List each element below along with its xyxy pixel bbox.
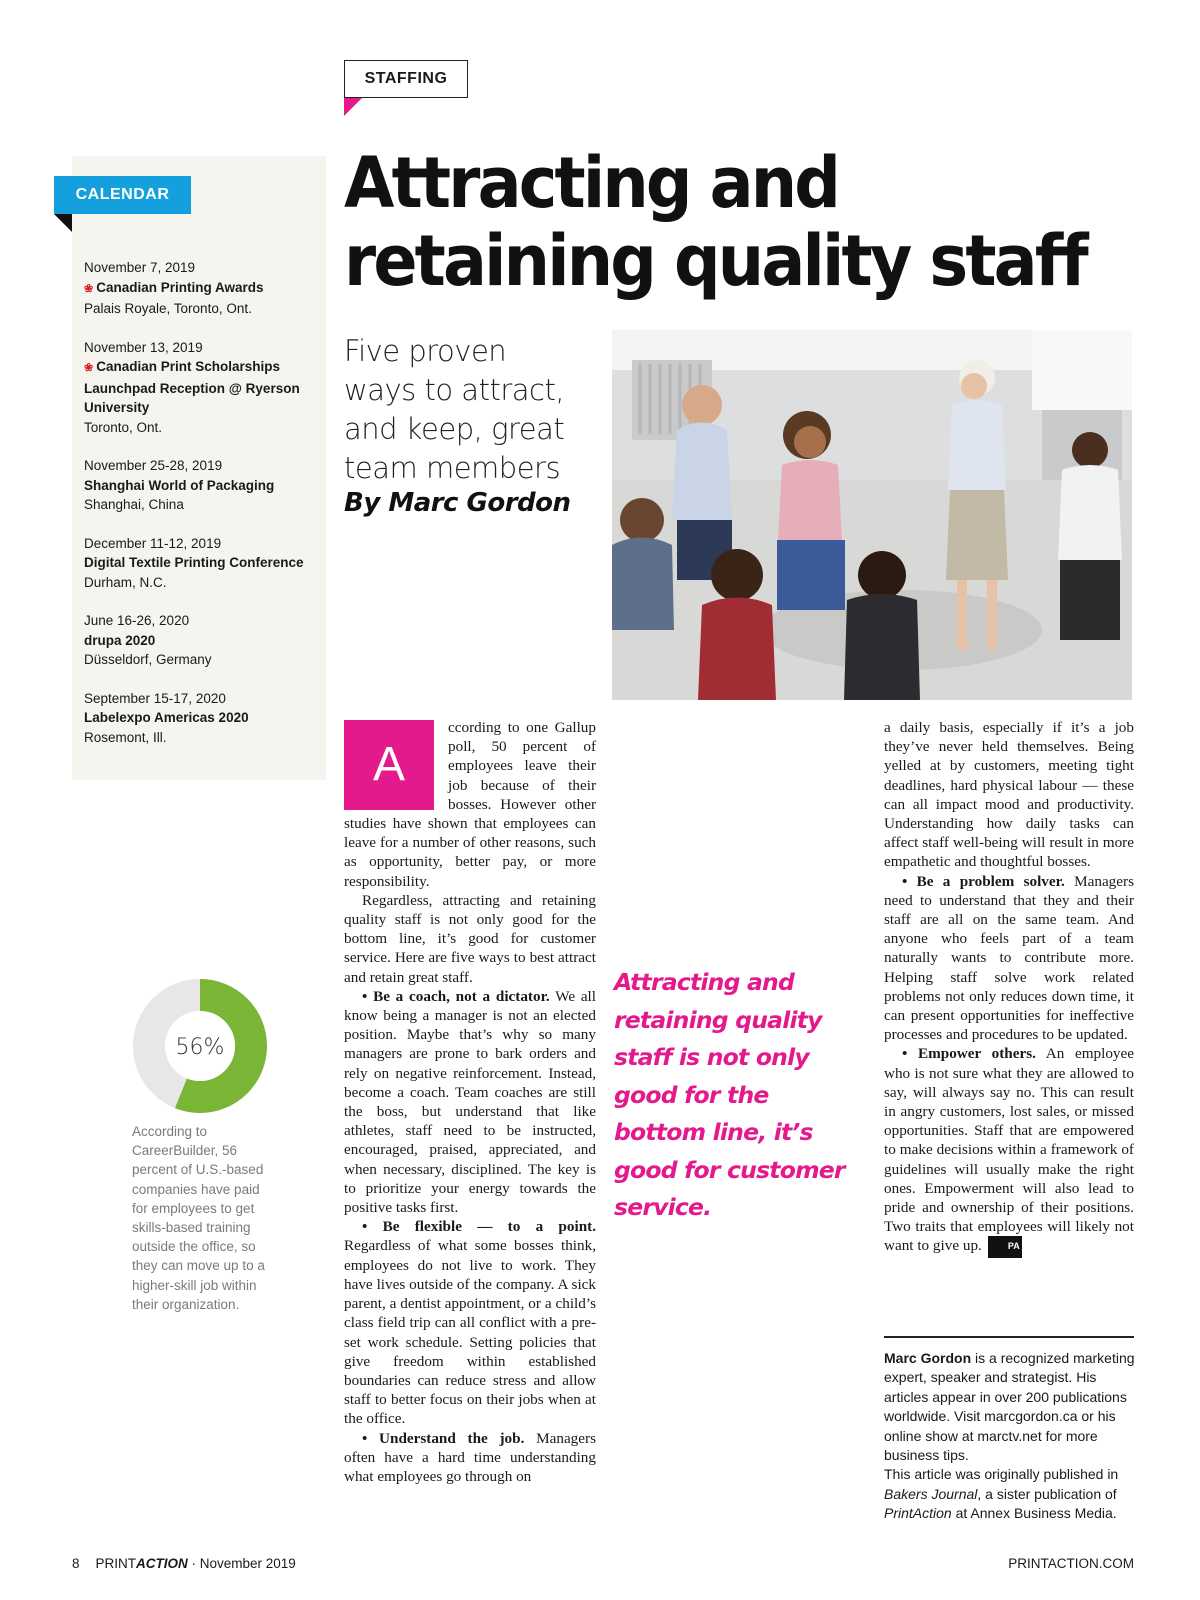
- author-name: Marc Gordon: [884, 1350, 972, 1366]
- event-name: Digital Textile Printing Conference: [84, 555, 304, 570]
- event-date: November 25-28, 2019: [84, 458, 223, 473]
- footer-folio: [72, 1556, 296, 1571]
- calendar-event: [84, 534, 320, 593]
- drop-cap: A: [344, 720, 434, 810]
- headline-line-2: retaining quality staff: [344, 220, 1086, 302]
- calendar-event: [84, 456, 320, 515]
- event-name: Labelexpo Americas 2020: [84, 710, 249, 725]
- calendar-event: [84, 258, 320, 319]
- event-location: Durham, N.C.: [84, 574, 167, 590]
- stat-donut: [132, 978, 268, 1114]
- tip-text: An employee who is not sure what they are allowed to say, will always say no. This can result in angry customers, lost sales, or missed opportunities. Staff that are empowered to make decisions within a framework of guidelines will usually make the right ones. Empowerment will also lead to pride and ownership of their positions. Two traits that employees will likely not want to give up.: [884, 1045, 1134, 1255]
- bio-note: , a sister publication of: [977, 1485, 1117, 1502]
- bio-divider: [884, 1336, 1134, 1338]
- maple-leaf-icon: ❀: [84, 282, 94, 295]
- end-mark-icon: PA: [988, 1236, 1022, 1257]
- tip-text: Managers often have a hard time understanding what employees go through on: [344, 1429, 596, 1485]
- paragraph: [884, 1044, 1134, 1257]
- tip-lead: • Be a coach, not a dictator.: [362, 987, 550, 1005]
- bio-text: is a recognized marketing expert, speaker and strategist. His articles appear in over 200 publications worldwide. Visit marcgordon.ca or his online show at marctv.net for more business tips.: [884, 1350, 1135, 1464]
- deck-line: team members: [344, 451, 561, 485]
- stat-caption: According to CareerBuilder, 56 percent of U.S.-based companies have paid for employees to get skills-based training outside the office, so they can move up to a higher-skill job within their organization.: [132, 1124, 265, 1312]
- paragraph: [344, 1429, 596, 1487]
- section-tag-corner: [344, 98, 362, 116]
- event-name: Canadian Print Scholarships Launchpad Reception @ Ryerson University: [84, 359, 300, 415]
- deck-line: Five proven: [344, 334, 507, 368]
- tip-lead: • Be a problem solver.: [902, 872, 1065, 890]
- event-name: drupa 2020: [84, 632, 156, 648]
- deck-line: and keep, great: [344, 412, 565, 446]
- donut-label: 56%: [175, 1035, 225, 1060]
- page-number: 8: [72, 1556, 80, 1571]
- headline-line-1: Attracting and: [344, 142, 839, 224]
- brand-action: ACTION: [136, 1556, 188, 1571]
- tip-lead: • Empower others.: [902, 1045, 1036, 1063]
- event-location: Palais Royale, Toronto, Ont.: [84, 301, 252, 316]
- calendar-event: [84, 689, 320, 748]
- event-name: Canadian Printing Awards: [96, 279, 264, 295]
- event-date: December 11-12, 2019: [84, 535, 222, 551]
- donut-chart: [132, 978, 268, 1114]
- publication-name: PrintAction: [884, 1505, 952, 1522]
- tip-text: Regardless of what some bosses think, employees do not live to work. They have lives outside of the company. A sick parent, a dentist appointment, or a child’s class field trip can all conflict with a pre-set work schedule. Setting policies that give freedom within established boundaries can reduce stress and allow staff to better focus on their jobs when at the office.: [344, 1237, 596, 1428]
- bio-note: at Annex Business Media.: [951, 1505, 1117, 1522]
- calendar-badge-corner: [54, 214, 72, 232]
- event-date: November 13, 2019: [84, 339, 203, 355]
- issue-date: · November 2019: [187, 1556, 296, 1571]
- tip-lead: • Be flexible — to a point.: [362, 1218, 596, 1236]
- section-tag: STAFFING: [344, 60, 468, 98]
- paragraph: [344, 1217, 596, 1428]
- calendar-events: [84, 258, 320, 766]
- event-name: Shanghai World of Packaging: [84, 477, 275, 493]
- bio-note: This article was originally published in: [884, 1466, 1119, 1483]
- publication-name: Bakers Journal: [884, 1485, 978, 1502]
- paragraph: a daily basis, especially if it’s a job they’ve never held themselves. Being yelled at by customers, meeting tight deadlines, hard physical labour — these can all impact mood and productivity. Understanding how daily tasks can affect staff well-being will result in more empathetic and thoughtful bosses.: [884, 719, 1134, 871]
- calendar-event: [84, 611, 320, 670]
- article-column-1: [344, 718, 596, 1486]
- maple-leaf-icon: ❀: [84, 362, 94, 374]
- author-bio: [884, 1349, 1136, 1524]
- team-meeting-illustration: [612, 330, 1132, 700]
- calendar-badge: CALENDAR: [54, 176, 191, 214]
- article-column-3: [884, 718, 1134, 1258]
- event-date: June 16-26, 2020: [84, 613, 190, 628]
- paragraph: [884, 872, 1134, 1045]
- deck: [344, 332, 604, 488]
- event-date: November 7, 2019: [84, 260, 196, 275]
- event-location: Rosemont, Ill.: [84, 729, 167, 745]
- deck-line: ways to attract,: [344, 373, 565, 407]
- byline: By Marc Gordon: [344, 488, 571, 518]
- event-location: Shanghai, China: [84, 497, 184, 512]
- team-meeting-photo: [612, 330, 1132, 700]
- tip-text: Managers need to understand that they and their staff are all on the same team. And anyone who feels part of a team naturally wants to contribute more. Helping staff solve work related problems not only reduces down time, it can present opportunities for ineffective processes and procedures to be updated.: [884, 872, 1134, 1044]
- headline: [344, 144, 1088, 300]
- paragraph: Regardless, attracting and retaining quality staff is not only good for the bottom line, it’s good for customer service. Here are five ways to best attract and retain great staff.: [344, 891, 596, 986]
- brand-print: PRINT: [95, 1556, 137, 1571]
- event-location: Düsseldorf, Germany: [84, 652, 212, 667]
- tip-lead: • Understand the job.: [362, 1429, 525, 1447]
- tip-text: We all know being a manager is not an elected position. Maybe that’s why so many managers are prone to bark orders and rely on negative reinforcement. Instead, become a coach. Team coaches are still the boss, but understand that like athletes, staff need to be instructed, encouraged, praised, appreciated, and when necessary, disciplined. The key is to prioritize your energy towards the positive tasks first.: [344, 987, 596, 1217]
- calendar-event: [84, 338, 320, 438]
- paragraph: ccording to one Gallup poll, 50 percent of employees leave their job because of their bosses. However other studies have shown that employees can leave for a number of other reasons, such as opportunity, better pay, or more responsibility.: [344, 719, 596, 890]
- paragraph: [344, 987, 596, 1217]
- pull-quote: Attracting and retaining quality staff is not only good for the bottom line, it’s good for customer service.: [614, 968, 845, 1221]
- footer-site: PRINTACTION.COM: [1008, 1556, 1134, 1571]
- event-location: Toronto, Ont.: [84, 419, 163, 435]
- event-date: September 15-17, 2020: [84, 690, 226, 706]
